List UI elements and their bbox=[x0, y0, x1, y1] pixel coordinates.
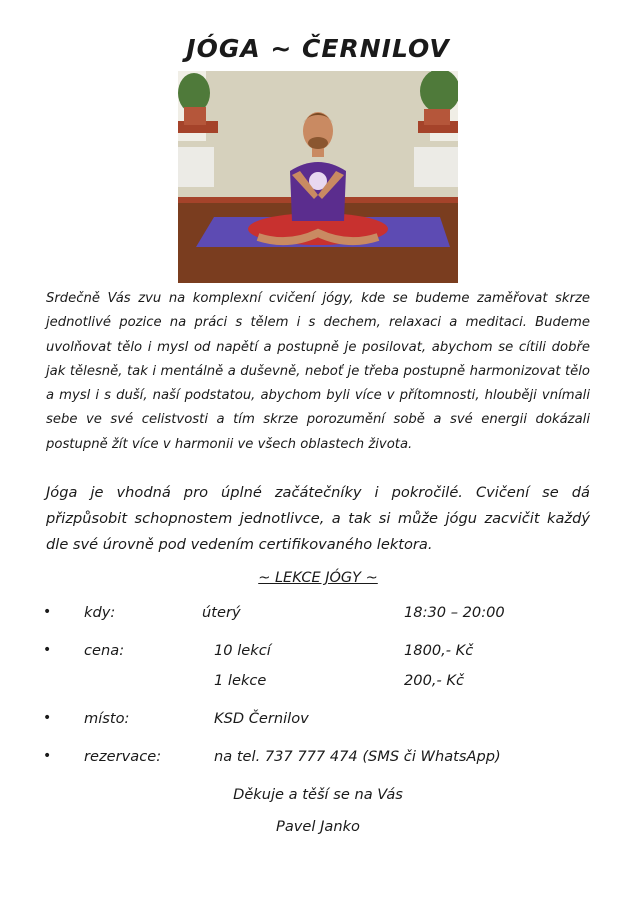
intro-paragraph: Srdečně Vás zvu na komplexní cvičení jógy, kde se budeme zaměřovat skrze jednotlivé pozice na práci s tělem i s dechem, relaxaci a meditaci. Budeme uvolňovat tělo i mysl od napětí a postupně je posilovat, abychom se cítili dobře jak tělesně, tak i mentálně a duševně, neboť je třeba postupně harmonizovat tělo a mysl i s duší, naší podstatou, abychom byli více v přítomnosti, hlouběji vnímali sebe ve své celistvosti a tím skrze porozumění sobě a své energii dokázali postupně žít více v harmonii ve všech oblastech života. bbox=[46, 291, 590, 452]
place-value: KSD Černilov bbox=[214, 710, 309, 727]
place-label: místo: bbox=[84, 710, 130, 727]
bullet-icon: • bbox=[43, 710, 52, 726]
yoga-person-illustration bbox=[178, 71, 458, 283]
when-day: úterý bbox=[202, 604, 241, 621]
info-row-place bbox=[0, 710, 636, 734]
page-title: JÓGA ~ ČERNILOV bbox=[186, 34, 450, 63]
price-amount-1: 1800,- Kč bbox=[404, 642, 474, 659]
price-option-2: 1 lekce bbox=[214, 672, 267, 689]
yoga-photo bbox=[178, 71, 458, 283]
closing-signature: Pavel Janko bbox=[276, 818, 360, 835]
info-row-price bbox=[0, 642, 636, 666]
info-row-when bbox=[0, 604, 636, 628]
price-amount-2: 200,- Kč bbox=[404, 672, 464, 689]
bullet-icon: • bbox=[43, 748, 52, 764]
closing-thanks: Děkuje a těší se na Vás bbox=[233, 786, 403, 803]
lessons-heading: ~ LEKCE JÓGY ~ bbox=[258, 570, 378, 586]
bullet-icon: • bbox=[43, 604, 52, 620]
suitability-paragraph: Jóga je vhodná pro úplné začátečníky i pokročilé. Cvičení se dá přizpůsobit schopnostem jednotlivce, a tak si může jógu zacvičit každý dle své úrovně pod vedením certifikovaného lektora. bbox=[46, 484, 590, 553]
when-label: kdy: bbox=[84, 604, 116, 621]
price-option-1: 10 lekcí bbox=[214, 642, 271, 659]
info-row-booking bbox=[0, 748, 636, 772]
price-label: cena: bbox=[84, 642, 125, 659]
when-time: 18:30 – 20:00 bbox=[404, 604, 505, 621]
bullet-icon: • bbox=[43, 642, 52, 658]
info-row-price-single bbox=[0, 672, 636, 696]
booking-label: rezervace: bbox=[84, 748, 162, 765]
booking-value: na tel. 737 777 474 (SMS či WhatsApp) bbox=[214, 748, 501, 765]
